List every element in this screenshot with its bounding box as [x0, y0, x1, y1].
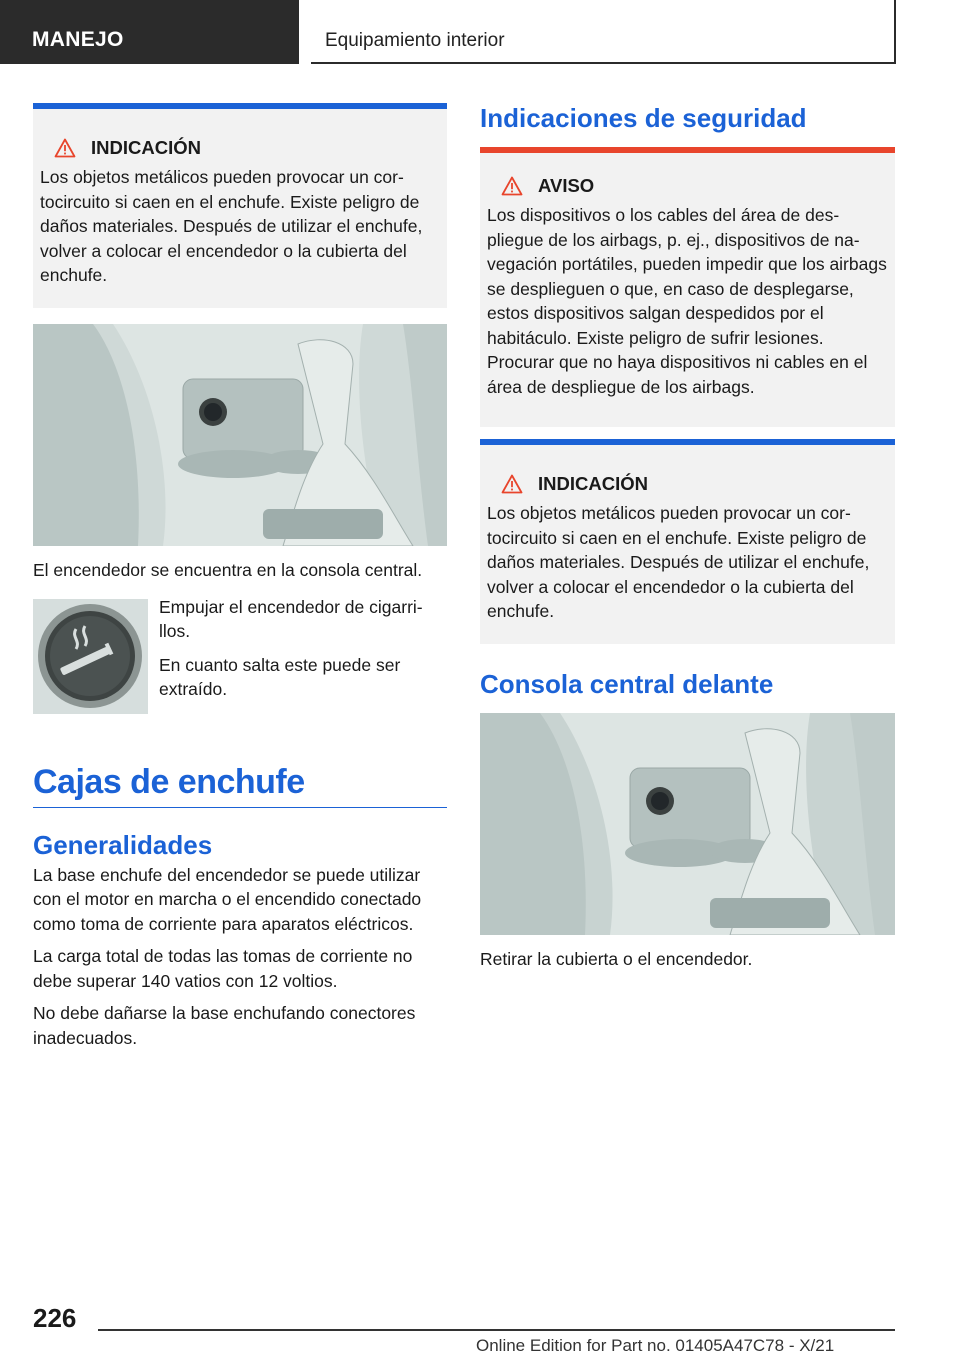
warning-box: [480, 153, 895, 427]
notice-title-row: [501, 473, 887, 495]
warning-title-row: [501, 175, 887, 197]
right-column: [480, 103, 895, 972]
notice-title-row: [54, 137, 439, 159]
warning-triangle-icon: [54, 138, 76, 158]
footer-rule: [98, 1329, 895, 1331]
front-console-figure: [480, 713, 895, 935]
warning-text: Los dispositivos o los cables del área de despliegue de los airbags, p. ej., dispositivos de navegación portátiles, pueden impedir que los airbags se desplieguen o que, en caso de desplegarse, estos dispositivos salgan despedidos por el habitáculo. Existe peligro de sufrir lesiones. Procurar que no haya dispositivos ni cables en el área de despliegue de los airbags.: [487, 205, 887, 397]
warning-triangle-icon: [501, 474, 523, 494]
chapter-title: Equipamiento interior: [325, 30, 505, 51]
heading-consola-central-delante: Consola central delante: [480, 669, 774, 699]
warning-triangle-icon: [501, 176, 523, 196]
h1-wrapper: [33, 763, 447, 808]
lighter-step-2: En cuanto salta este puede ser extraído.: [159, 654, 401, 699]
remove-caption: Retirar la cubierta o el encendedor.: [480, 949, 753, 969]
heading-indicaciones-de-seguridad: Indicaciones de seguridad: [480, 103, 895, 153]
lighter-steps: [159, 595, 447, 702]
notice-title: INDICACIÓN: [538, 473, 648, 494]
center-console-figure: [33, 324, 447, 546]
warning-title: AVISO: [538, 175, 595, 196]
chapter-tab: [311, 0, 896, 64]
left-column: [33, 103, 447, 1058]
footer-edition: Online Edition for Part no. 01405A47C78 - X/21: [476, 1336, 835, 1355]
heading-cajas-de-enchufe: Cajas de enchufe: [33, 762, 305, 801]
section-title: MANEJO: [32, 28, 124, 51]
notice-box-right: [480, 439, 895, 644]
notice-box-left: [33, 103, 447, 308]
cigarette-lighter-figure: [33, 599, 148, 714]
notice-text: Los objetos metálicos pueden provocar un cortocircuito si caen en el enchufe. Existe peligro de daños materiales. Después de utilizar el enchufe, volver a colocar el encendedor o la cubierta del enchufe.: [40, 167, 423, 285]
console-caption: El encendedor se encuentra en la consola central.: [33, 560, 423, 580]
page-number: 226: [33, 1303, 77, 1333]
section-tab: [0, 0, 299, 64]
notice-text: Los objetos metálicos pueden provocar un cortocircuito si caen en el enchufe. Existe peligro de daños materiales. Después de utilizar el enchufe, volver a colocar el encendedor o la cubierta del enchufe.: [487, 503, 870, 621]
paragraph-2: La carga total de todas las tomas de corriente no debe superar 140 vatios con 12 voltios.: [33, 946, 413, 991]
notice-title: INDICACIÓN: [91, 137, 201, 158]
lighter-step-1: Empujar el encendedor de cigarrillos.: [159, 596, 423, 641]
paragraph-3: No debe dañarse la base enchufando conectores inadecuados.: [33, 1003, 416, 1048]
lighter-block: [33, 596, 447, 729]
heading-generalidades: Generalidades: [33, 829, 213, 860]
paragraph-1: La base enchufe del encendedor se puede utilizar con el motor en marcha o el encendido conectado como toma de corriente para aparatos eléctricos.: [33, 864, 422, 934]
